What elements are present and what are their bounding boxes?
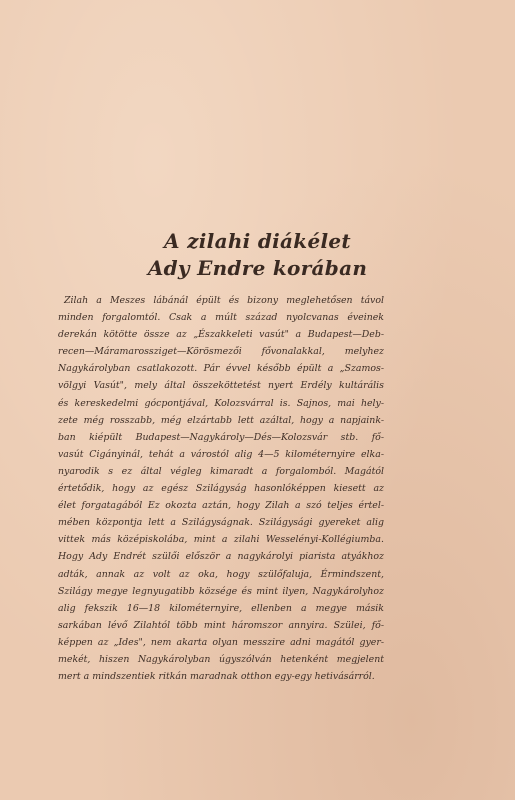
body-line: alig fekszik 16—18 kilométernyire, ellenben a megye másik xyxy=(58,602,384,614)
body-line: vasút Cigányinál, tehát a várostól alig 4—5 kilométernyire elka- xyxy=(58,448,384,460)
body-line: sarkában lévő Zilahtól több mint háromszor annyira. Szülei, fő- xyxy=(58,619,384,631)
body-line: értetődik, hogy az egész Szilágyság hasonlóképpen kiesett az xyxy=(58,483,384,495)
body-line: mében központja lett a Szilágyságnak. Szilágysági gyereket alig xyxy=(58,517,384,529)
body-line: és kereskedelmi gócpontjával, Kolozsvárral is. Sajnos, mai hely- xyxy=(58,397,384,409)
body-line: képpen az „Ides", nem akarta olyan messzire adni magától gyer- xyxy=(58,636,384,648)
body-paragraph xyxy=(58,292,384,685)
body-line: Szilágy megye legnyugatibb községe és mint ilyen, Nagykárolyhoz xyxy=(58,585,384,597)
body-line: adták, annak az volt az oka, hogy szülőfaluja, Érmindszent, xyxy=(58,568,384,580)
body-line: élet forgatagából Ez okozta aztán, hogy Zilah a szó teljes értel- xyxy=(58,500,384,512)
body-line: zete még rosszabb, még elzártabb lett azáltal, hogy a napjaink- xyxy=(58,414,384,426)
body-line: ban kiépült Budapest—Nagykároly—Dés—Kolozsvár stb. fő- xyxy=(58,431,384,443)
body-line: derekán kötötte össze az „Északkeleti vasút" a Budapest—Deb- xyxy=(58,329,384,341)
title-line-2: Ady Endre korában xyxy=(147,256,368,280)
body-line: Zilah a Meszes lábánál épült és bizony meglehetősen távol xyxy=(64,295,384,306)
body-line: völgyi Vasút", mely által összeköttetést nyert Erdély kultárális xyxy=(58,380,384,392)
body-line: mekét, hiszen Nagykárolyban úgyszólván hetenként megjelent xyxy=(58,653,384,665)
title-line-1: A zilahi diákélet xyxy=(164,229,351,253)
body-line: mert a mindszentiek ritkán maradnak otthon egy-egy hetivásárról. xyxy=(58,671,375,683)
body-line: vittek más középiskolába, mint a zilahi Wesselényi-Kollégiumba. xyxy=(58,534,384,546)
body-line: recen—Máramarossziget—Körösmezői fővonalakkal, melyhez xyxy=(58,346,384,358)
body-line: nyarodik s ez által végleg kimaradt a forgalomból. Magától xyxy=(58,465,384,477)
body-line: Nagykárolyban csatlakozott. Pár évvel később épült a „Szamos- xyxy=(58,363,384,375)
body-line: minden forgalomtól. Csak a múlt század nyolcvanas éveinek xyxy=(58,312,384,324)
body-line: Hogy Ady Endrét szülői először a nagykárolyi piarista atyákhoz xyxy=(58,551,384,563)
